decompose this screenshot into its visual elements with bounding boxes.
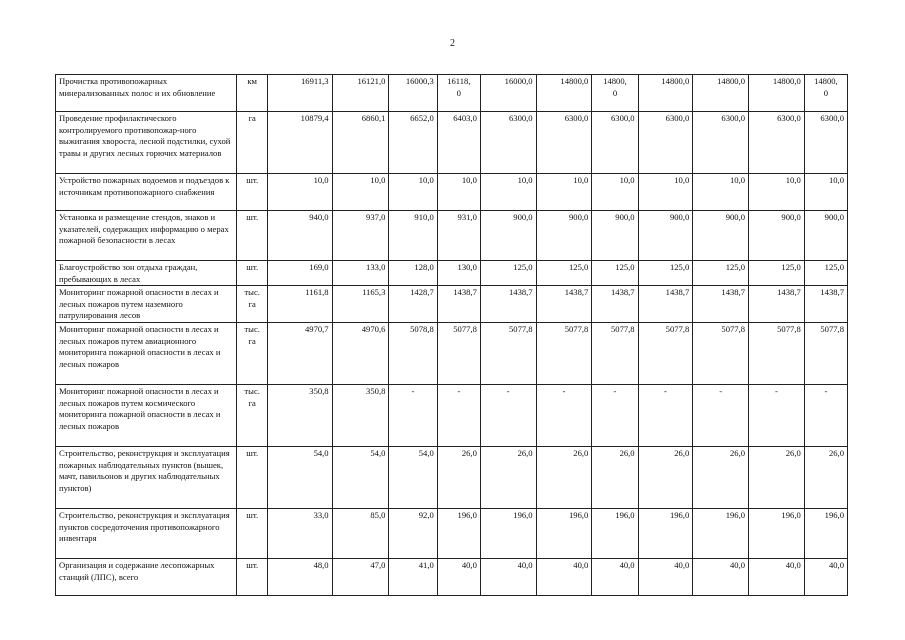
value-cell: - — [437, 385, 480, 447]
value-cell: 900,0 — [592, 211, 638, 261]
data-table — [55, 74, 848, 596]
value-cell: 5078,8 — [389, 323, 437, 385]
value-cell: 10879,4 — [268, 112, 332, 174]
value-cell: 900,0 — [536, 211, 592, 261]
value-cell: 130,0 — [437, 261, 480, 286]
unit-cell: шт. — [236, 559, 268, 596]
value-cell: 26,0 — [804, 447, 847, 509]
value-cell: - — [389, 385, 437, 447]
value-cell: 6300,0 — [638, 112, 693, 174]
value-cell: - — [638, 385, 693, 447]
value-cell: 10,0 — [480, 174, 536, 211]
table-row — [56, 509, 848, 559]
unit-cell: шт. — [236, 447, 268, 509]
row-name-cell: Мониторинг пожарной опасности в лесах и лесных пожаров путем авиационного мониторинга пожарной опасности в лесах и лесных пожаров — [56, 323, 237, 385]
table-row — [56, 559, 848, 596]
value-cell: 196,0 — [480, 509, 536, 559]
unit-cell: км — [236, 75, 268, 112]
value-cell: 40,0 — [437, 559, 480, 596]
value-cell: - — [749, 385, 805, 447]
value-cell: 16911,3 — [268, 75, 332, 112]
value-cell: 10,0 — [536, 174, 592, 211]
value-cell: 6860,1 — [332, 112, 389, 174]
value-cell: 1438,7 — [592, 286, 638, 323]
table-row — [56, 174, 848, 211]
value-cell: 14800,0 — [638, 75, 693, 112]
value-cell: - — [592, 385, 638, 447]
value-cell: 196,0 — [437, 509, 480, 559]
value-cell: 10,0 — [749, 174, 805, 211]
value-cell: 26,0 — [749, 447, 805, 509]
value-cell: 47,0 — [332, 559, 389, 596]
unit-cell: тыс. га — [236, 286, 268, 323]
value-cell: 14800,0 — [693, 75, 749, 112]
value-cell: 125,0 — [804, 261, 847, 286]
value-cell: 125,0 — [536, 261, 592, 286]
value-cell: 1165,3 — [332, 286, 389, 323]
value-cell: 5077,8 — [592, 323, 638, 385]
value-cell: 16121,0 — [332, 75, 389, 112]
table-row — [56, 286, 848, 323]
unit-cell: тыс. га — [236, 323, 268, 385]
table-row — [56, 323, 848, 385]
value-cell: 40,0 — [804, 559, 847, 596]
row-name-cell: Благоустройство зон отдыха граждан, пребывающих в лесах — [56, 261, 237, 286]
value-cell: 16118, 0 — [437, 75, 480, 112]
table-row — [56, 75, 848, 112]
table-row — [56, 112, 848, 174]
value-cell: 900,0 — [693, 211, 749, 261]
table-row — [56, 447, 848, 509]
value-cell: 54,0 — [389, 447, 437, 509]
value-cell: 5077,8 — [536, 323, 592, 385]
value-cell: 40,0 — [592, 559, 638, 596]
row-name-cell: Строительство, реконструкция и эксплуатация пунктов сосредоточения противопожарного инвентаря — [56, 509, 237, 559]
unit-cell: шт. — [236, 174, 268, 211]
value-cell: - — [480, 385, 536, 447]
value-cell: 5077,8 — [437, 323, 480, 385]
value-cell: 6300,0 — [804, 112, 847, 174]
value-cell: 6300,0 — [749, 112, 805, 174]
value-cell: 5077,8 — [638, 323, 693, 385]
table-body — [56, 75, 848, 596]
value-cell: 10,0 — [437, 174, 480, 211]
row-name-cell: Устройство пожарных водоемов и подъездов к источникам противопожарного снабжения — [56, 174, 237, 211]
value-cell: 1438,7 — [480, 286, 536, 323]
value-cell: 931,0 — [437, 211, 480, 261]
value-cell: 48,0 — [268, 559, 332, 596]
table-row — [56, 385, 848, 447]
value-cell: 40,0 — [693, 559, 749, 596]
value-cell: 54,0 — [268, 447, 332, 509]
value-cell: 26,0 — [437, 447, 480, 509]
value-cell: 1438,7 — [693, 286, 749, 323]
value-cell: 10,0 — [389, 174, 437, 211]
value-cell: 125,0 — [480, 261, 536, 286]
value-cell: 196,0 — [592, 509, 638, 559]
value-cell: 1438,7 — [437, 286, 480, 323]
value-cell: 6300,0 — [480, 112, 536, 174]
value-cell: 937,0 — [332, 211, 389, 261]
value-cell: 128,0 — [389, 261, 437, 286]
value-cell: 1438,7 — [749, 286, 805, 323]
unit-cell: га — [236, 112, 268, 174]
value-cell: - — [804, 385, 847, 447]
value-cell: 169,0 — [268, 261, 332, 286]
value-cell: 1438,7 — [536, 286, 592, 323]
value-cell: 900,0 — [480, 211, 536, 261]
value-cell: 26,0 — [592, 447, 638, 509]
unit-cell: шт. — [236, 211, 268, 261]
value-cell: 92,0 — [389, 509, 437, 559]
row-name-cell: Мониторинг пожарной опасности в лесах и лесных пожаров путем космического мониторинга пожарной опасности в лесах и лесных пожаров — [56, 385, 237, 447]
row-name-cell: Мониторинг пожарной опасности в лесах и лесных пожаров путем наземного патрулирования лесов — [56, 286, 237, 323]
value-cell: 10,0 — [638, 174, 693, 211]
value-cell: 125,0 — [749, 261, 805, 286]
value-cell: 900,0 — [749, 211, 805, 261]
value-cell: - — [536, 385, 592, 447]
value-cell: 10,0 — [332, 174, 389, 211]
row-name-cell: Строительство, реконструкция и эксплуатация пожарных наблюдательных пунктов (вышек, мачт, павильонов и других наблюдательных пунктов) — [56, 447, 237, 509]
value-cell: 125,0 — [693, 261, 749, 286]
value-cell: 10,0 — [804, 174, 847, 211]
value-cell: 54,0 — [332, 447, 389, 509]
value-cell: 900,0 — [638, 211, 693, 261]
value-cell: 10,0 — [693, 174, 749, 211]
value-cell: 6403,0 — [437, 112, 480, 174]
value-cell: 125,0 — [638, 261, 693, 286]
value-cell: 6300,0 — [536, 112, 592, 174]
value-cell: 26,0 — [638, 447, 693, 509]
value-cell: 4970,6 — [332, 323, 389, 385]
value-cell: 1161,8 — [268, 286, 332, 323]
value-cell: - — [693, 385, 749, 447]
value-cell: 40,0 — [536, 559, 592, 596]
value-cell: 14800,0 — [536, 75, 592, 112]
row-name-cell: Проведение профилактического контролируемого противопожар-ного выжигания хвороста, лесной подстилки, сухой травы и других лесных горючих материалов — [56, 112, 237, 174]
value-cell: 5077,8 — [804, 323, 847, 385]
value-cell: 196,0 — [638, 509, 693, 559]
value-cell: 196,0 — [536, 509, 592, 559]
row-name-cell: Установка и размещение стендов, знаков и указателей, содержащих информацию о мерах пожарной безопасности в лесах — [56, 211, 237, 261]
value-cell: 196,0 — [749, 509, 805, 559]
value-cell: 14800,0 — [749, 75, 805, 112]
value-cell: 14800, 0 — [804, 75, 847, 112]
value-cell: 196,0 — [804, 509, 847, 559]
row-name-cell: Прочистка противопожарных минерализованных полос и их обновление — [56, 75, 237, 112]
value-cell: 6652,0 — [389, 112, 437, 174]
value-cell: 10,0 — [592, 174, 638, 211]
value-cell: 41,0 — [389, 559, 437, 596]
value-cell: 350,8 — [332, 385, 389, 447]
value-cell: 26,0 — [480, 447, 536, 509]
unit-cell: тыс. га — [236, 385, 268, 447]
value-cell: 16000,3 — [389, 75, 437, 112]
value-cell: 1428,7 — [389, 286, 437, 323]
value-cell: 26,0 — [693, 447, 749, 509]
value-cell: 350,8 — [268, 385, 332, 447]
page-number: 2 — [450, 38, 455, 49]
unit-cell: шт. — [236, 261, 268, 286]
value-cell: 5077,8 — [693, 323, 749, 385]
value-cell: 900,0 — [804, 211, 847, 261]
value-cell: 6300,0 — [592, 112, 638, 174]
value-cell: 40,0 — [638, 559, 693, 596]
value-cell: 10,0 — [268, 174, 332, 211]
table-row — [56, 261, 848, 286]
table-row — [56, 211, 848, 261]
value-cell: 5077,8 — [749, 323, 805, 385]
value-cell: 40,0 — [749, 559, 805, 596]
row-name-cell: Организация и содержание лесопожарных станций (ЛПС), всего — [56, 559, 237, 596]
value-cell: 40,0 — [480, 559, 536, 596]
value-cell: 14800, 0 — [592, 75, 638, 112]
value-cell: 5077,8 — [480, 323, 536, 385]
value-cell: 125,0 — [592, 261, 638, 286]
value-cell: 1438,7 — [804, 286, 847, 323]
value-cell: 1438,7 — [638, 286, 693, 323]
value-cell: 16000,0 — [480, 75, 536, 112]
value-cell: 196,0 — [693, 509, 749, 559]
value-cell: 33,0 — [268, 509, 332, 559]
value-cell: 910,0 — [389, 211, 437, 261]
unit-cell: шт. — [236, 509, 268, 559]
value-cell: 940,0 — [268, 211, 332, 261]
value-cell: 85,0 — [332, 509, 389, 559]
value-cell: 4970,7 — [268, 323, 332, 385]
value-cell: 26,0 — [536, 447, 592, 509]
value-cell: 6300,0 — [693, 112, 749, 174]
value-cell: 133,0 — [332, 261, 389, 286]
